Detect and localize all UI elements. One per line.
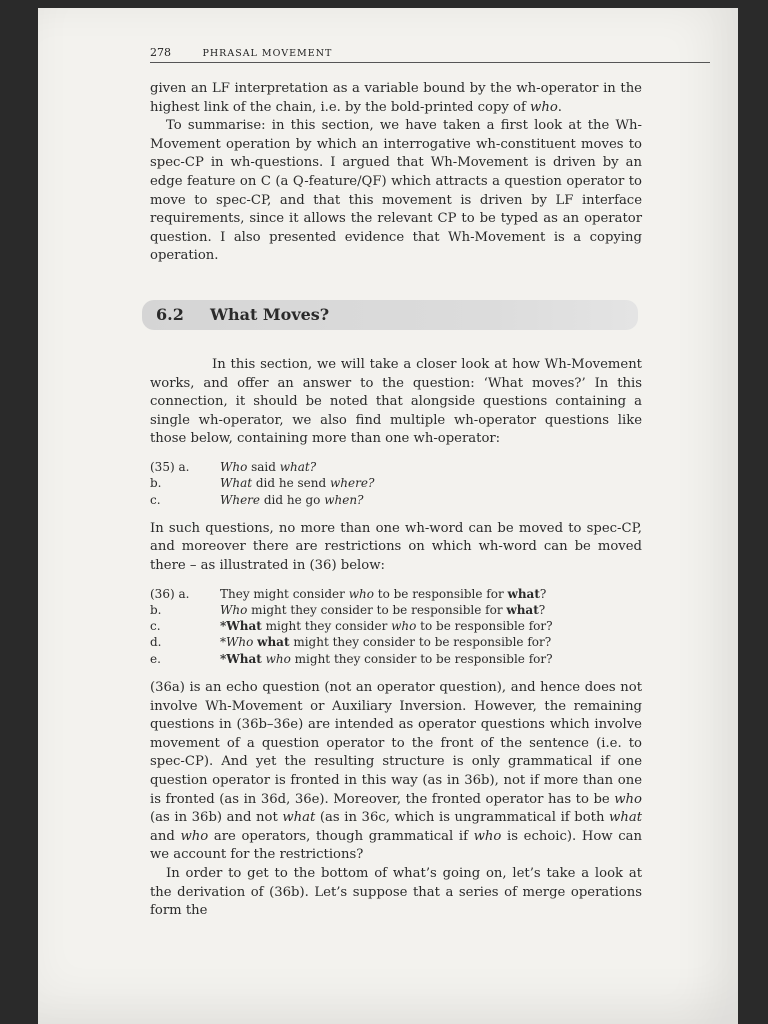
- example-sentence: *Who what might they consider to be responsible for?: [220, 635, 552, 650]
- example-label: (35) a.: [150, 459, 190, 474]
- example-sentence: What did he send where?: [220, 476, 375, 491]
- section-heading: [142, 300, 638, 330]
- example-label: b.: [150, 602, 162, 617]
- running-header: [150, 46, 710, 63]
- example-row: [150, 492, 642, 508]
- page-body: [150, 80, 642, 921]
- example-35: [150, 459, 642, 508]
- example-label: c.: [150, 492, 161, 507]
- example-row: [150, 602, 642, 618]
- section-number: 6.2: [156, 304, 184, 324]
- example-sentence: Who said what?: [220, 459, 317, 474]
- example-sentence: They might consider who to be responsible for what?: [220, 586, 547, 601]
- example-36: [150, 586, 642, 667]
- example-sentence: Where did he go when?: [220, 492, 364, 507]
- example-row: [150, 475, 642, 491]
- example-sentence: *What might they consider who to be responsible for?: [220, 619, 553, 634]
- example-label: e.: [150, 651, 161, 666]
- paragraph-intro: In this section, we will take a closer look at how Wh-Movement works, and offer an answer to the question: ‘What moves?’ In this connection, it should be noted that alongside questions containing a single wh-operator, we also find multiple wh-operator questions like those below, containing more than one wh-operator:: [150, 356, 642, 447]
- section-title: What Moves?: [210, 304, 330, 324]
- example-row: [150, 634, 642, 650]
- example-row: [150, 459, 642, 475]
- running-title: PHRASAL MOVEMENT: [202, 48, 333, 59]
- paragraph-summary: To summarise: in this section, we have taken a first look at the Wh-Movement operation by which an interrogative wh-constituent moves to spec-CP in wh-questions. I argued that Wh-Movement is driven by an edge feature on C (a Q-feature/QF) which attracts a question operator to move to spec-CP, and that this movement is driven by LF interface requirements, since it allows the relevant CP to be typed as an operator question. I also presented evidence that Wh-Movement is a copying operation.: [150, 118, 642, 264]
- page-number: 278: [150, 46, 171, 59]
- example-label: d.: [150, 635, 162, 650]
- example-sentence: Who might they consider to be responsible for what?: [220, 602, 546, 617]
- example-label: b.: [150, 476, 162, 491]
- paragraph-4: In such questions, no more than one wh-word can be moved to spec-CP, and moreover there are restrictions on which wh-word can be moved there – as illustrated in (36) below:: [150, 520, 642, 573]
- example-label: (36) a.: [150, 586, 190, 601]
- paragraph-1: given an LF interpretation as a variable bound by the wh-operator in the highest link of the chain, i.e. by the bold-printed copy of who.: [150, 81, 642, 115]
- book-page: [38, 8, 738, 1024]
- paragraph-6: In order to get to the bottom of what’s going on, let’s take a look at the derivation of (36b). Let’s suppose that a series of merge operations form the: [150, 866, 642, 919]
- paragraph-5: (36a) is an echo question (not an operator question), and hence does not involve Wh-Movement or Auxiliary Inversion. However, the remaining questions in (36b–36e) are intended as operator questions which involve movement of a question operator to the front of the sentence (i.e. to spec-CP). And yet the resulting structure is only grammatical if one question operator is fronted in this way (as in 36b), not if more than one is fronted (as in 36d, 36e). Moreover, the fronted operator has to be who (as in 36b) and not what (as in 36c, which is ungrammatical if both what and who are operators, though grammatical if who is echoic). How can we account for the restrictions?: [150, 680, 642, 863]
- example-sentence: *What who might they consider to be responsible for?: [220, 651, 553, 666]
- example-label: c.: [150, 619, 161, 634]
- example-row: [150, 651, 642, 667]
- example-row: [150, 586, 642, 602]
- example-row: [150, 618, 642, 634]
